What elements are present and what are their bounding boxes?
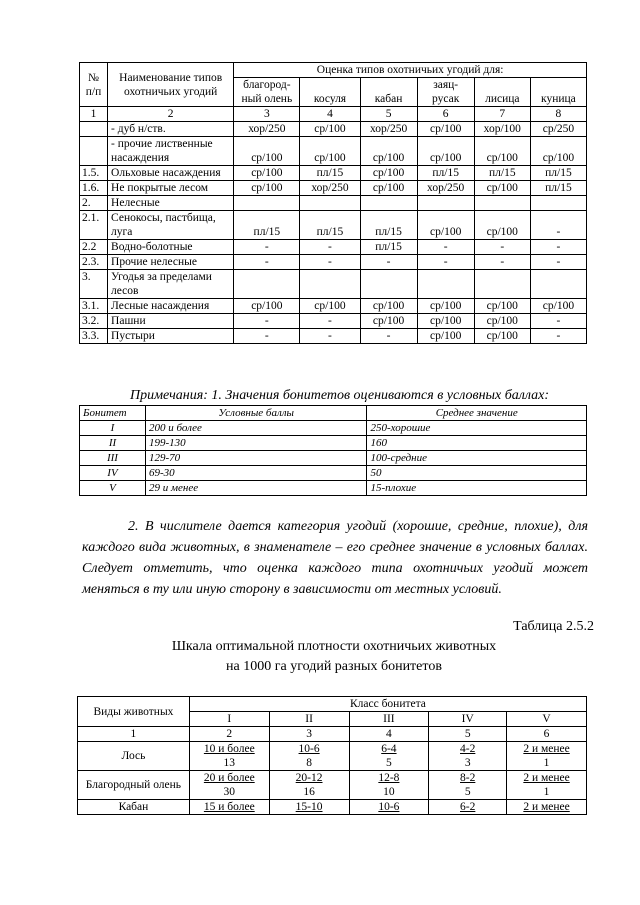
row-number: 2.3. [80, 255, 108, 270]
density-table [77, 696, 587, 815]
bonitet-header-2: Среднее значение [367, 406, 587, 421]
row-name: - дуб н/ств. [108, 122, 234, 137]
row-value: - [417, 255, 474, 270]
row-value [300, 196, 360, 211]
bonitet-score: 29 и менее [145, 481, 367, 496]
density-range [507, 742, 587, 757]
table-label: Таблица 2.5.2 [513, 619, 594, 634]
bonitet-score: 200 и более [145, 421, 367, 436]
density-range [429, 742, 507, 757]
row-value: пл/15 [474, 166, 530, 181]
row-number: 2. [80, 196, 108, 211]
row-value [474, 270, 530, 299]
table-row [80, 166, 587, 181]
row-value: ср/100 [234, 166, 300, 181]
animal-header-0: благород-ный олень [234, 78, 300, 107]
row-value [234, 196, 300, 211]
density-col-number-2: 3 [269, 727, 349, 742]
bonitet-class: III [80, 451, 146, 466]
class-4: V [507, 712, 587, 727]
row-number: 3.3. [80, 329, 108, 344]
bonitet-average: 250-хорошие [367, 421, 587, 436]
row-value: ср/100 [234, 137, 300, 166]
col-number-3: 4 [300, 107, 360, 122]
table-row [80, 240, 587, 255]
bonitet-body [80, 421, 587, 496]
row-value: пл/15 [234, 211, 300, 240]
density-range-text: 4-2 [460, 743, 476, 755]
density-range [269, 771, 349, 786]
table-row [80, 421, 587, 436]
row-value: пл/15 [530, 166, 586, 181]
row-value: ср/100 [300, 137, 360, 166]
bonitet-score: 199-130 [145, 436, 367, 451]
class-2: III [349, 712, 429, 727]
row-value: ср/100 [474, 314, 530, 329]
density-optimal: 16 [269, 785, 349, 800]
hunting-grounds-body [80, 122, 587, 344]
row-number: 3. [80, 270, 108, 299]
table-row [80, 436, 587, 451]
col-number-7: 8 [530, 107, 586, 122]
table-row [80, 314, 587, 329]
row-value: пл/15 [360, 211, 417, 240]
row-value [234, 270, 300, 299]
row-value: ср/100 [474, 299, 530, 314]
row-value: пл/15 [417, 166, 474, 181]
density-optimal: 30 [189, 785, 269, 800]
row-value: хор/250 [417, 181, 474, 196]
row-name: Угодья за пределами лесов [108, 270, 234, 299]
bonitet-table [79, 405, 587, 496]
bonitet-average: 100-средние [367, 451, 587, 466]
class-0: I [189, 712, 269, 727]
bonitet-class: I [80, 421, 146, 436]
table-row [80, 451, 587, 466]
table-row [80, 299, 587, 314]
table-row [80, 255, 587, 270]
row-value: ср/100 [417, 137, 474, 166]
table-row [78, 742, 587, 757]
row-name: Водно-болотные [108, 240, 234, 255]
col-number-1: 2 [108, 107, 234, 122]
density-range [269, 800, 349, 815]
row-value: ср/100 [417, 122, 474, 137]
row-value: пл/15 [300, 166, 360, 181]
note-1: Примечания: 1. Значения бонитетов оцениваются в условных баллах: [130, 388, 550, 403]
row-value [300, 270, 360, 299]
row-value: - [234, 314, 300, 329]
density-range [269, 742, 349, 757]
row-number: 2.2 [80, 240, 108, 255]
row-value: ср/100 [530, 299, 586, 314]
row-value: - [530, 314, 586, 329]
row-value: - [530, 329, 586, 344]
density-body [78, 742, 587, 815]
species-name: Лось [78, 742, 190, 771]
animal-header-4: лисица [474, 78, 530, 107]
row-value: - [530, 240, 586, 255]
row-value [417, 196, 474, 211]
col-header-num: № п/п [80, 63, 108, 107]
bonitet-header-row [80, 406, 587, 421]
density-range-text: 8-2 [460, 772, 476, 784]
row-value: ср/100 [474, 137, 530, 166]
row-name: Лесные насаждения [108, 299, 234, 314]
row-value: ср/100 [417, 314, 474, 329]
density-range-text: 2 и менее [523, 743, 570, 755]
row-value: ср/100 [360, 314, 417, 329]
species-name: Благородный олень [78, 771, 190, 800]
table-row [80, 122, 587, 137]
col-number-0: 1 [80, 107, 108, 122]
row-value: - [300, 240, 360, 255]
bonitet-average: 160 [367, 436, 587, 451]
density-optimal: 5 [349, 756, 429, 771]
row-value: ср/100 [360, 181, 417, 196]
density-range [429, 771, 507, 786]
col-number-5: 6 [417, 107, 474, 122]
density-optimal: 1 [507, 756, 587, 771]
row-name: - прочие лиственные насаждения [108, 137, 234, 166]
density-range [349, 742, 429, 757]
row-value [360, 196, 417, 211]
bonitet-header-1: Условные баллы [145, 406, 367, 421]
class-header: Класс бонитета [189, 697, 586, 712]
row-value: - [474, 255, 530, 270]
bonitet-class: IV [80, 466, 146, 481]
density-col-number-4: 5 [429, 727, 507, 742]
table-title-line-1: Шкала оптимальной плотности охотничьих животных [171, 639, 497, 654]
bonitet-score: 69-30 [145, 466, 367, 481]
note-2-text: 2. В числителе дается категория угодий (хорошие, средние, плохие), для каждого вида животных, в знаменателе – его среднее значение в условных баллах. Следует отметить, что оценка каждого типа охотничьих угодий может меняться в ту или иную сторону в зависимости от местных условий. [82, 519, 588, 597]
row-name: Не покрытые лесом [108, 181, 234, 196]
animal-header-1: косуля [300, 78, 360, 107]
table-title-line-2: на 1000 га угодий разных бонитетов [226, 659, 442, 674]
density-col-number-3: 4 [349, 727, 429, 742]
row-number [80, 137, 108, 166]
density-range-text: 2 и менее [523, 772, 570, 784]
table-row [80, 137, 587, 166]
row-value: ср/100 [417, 329, 474, 344]
density-optimal: 3 [429, 756, 507, 771]
row-value: ср/100 [530, 137, 586, 166]
row-number: 1.5. [80, 166, 108, 181]
row-value: - [300, 314, 360, 329]
density-optimal: 1 [507, 785, 587, 800]
row-value: хор/250 [300, 181, 360, 196]
row-value: ср/100 [234, 181, 300, 196]
row-value: пл/15 [530, 181, 586, 196]
row-value [530, 270, 586, 299]
row-value [417, 270, 474, 299]
row-value: ср/100 [300, 299, 360, 314]
row-value: - [530, 255, 586, 270]
row-value: ср/250 [530, 122, 586, 137]
row-value: - [417, 240, 474, 255]
col-number-2: 3 [234, 107, 300, 122]
row-value: хор/250 [360, 122, 417, 137]
row-number: 3.2. [80, 314, 108, 329]
table-row [80, 481, 587, 496]
animal-header-2: кабан [360, 78, 417, 107]
row-value [360, 270, 417, 299]
row-value: - [234, 255, 300, 270]
row-number: 1.6. [80, 181, 108, 196]
row-value: - [300, 255, 360, 270]
density-column-number-row [78, 727, 587, 742]
density-range-text: 10 и более [203, 743, 255, 755]
bonitet-average: 50 [367, 466, 587, 481]
table-row [80, 329, 587, 344]
species-name: Кабан [78, 800, 190, 815]
row-value: пл/15 [300, 211, 360, 240]
row-value: - [474, 240, 530, 255]
table-row [78, 771, 587, 786]
col-header-name: Наименование типов охотничьих угодий [108, 63, 234, 107]
table-row [80, 211, 587, 240]
row-value: ср/100 [234, 299, 300, 314]
row-value: - [234, 329, 300, 344]
density-optimal: 8 [269, 756, 349, 771]
density-col-number-0: 1 [78, 727, 190, 742]
row-value [474, 196, 530, 211]
row-value: ср/100 [360, 137, 417, 166]
row-value: - [530, 211, 586, 240]
bonitet-score: 129-70 [145, 451, 367, 466]
species-header: Виды животных [78, 697, 190, 727]
density-range [189, 800, 269, 815]
density-optimal: 10 [349, 785, 429, 800]
row-value: - [360, 329, 417, 344]
density-range-text: 2 и менее [523, 801, 570, 813]
density-range [349, 800, 429, 815]
row-value: ср/100 [300, 122, 360, 137]
row-value [530, 196, 586, 211]
row-name: Сенокосы, пастбища, луга [108, 211, 234, 240]
density-col-number-5: 6 [507, 727, 587, 742]
class-1: II [269, 712, 349, 727]
bonitet-class: V [80, 481, 146, 496]
density-range [429, 800, 507, 815]
note-2-paragraph [82, 516, 588, 600]
col-number-4: 5 [360, 107, 417, 122]
row-value: ср/100 [417, 299, 474, 314]
table-title [80, 637, 588, 677]
row-value: ср/100 [474, 329, 530, 344]
table-row [80, 466, 587, 481]
density-range [507, 771, 587, 786]
col-header-group: Оценка типов охотничьих угодий для: [234, 63, 587, 78]
row-value: ср/100 [474, 181, 530, 196]
density-range-text: 15-10 [295, 801, 323, 813]
bonitet-class: II [80, 436, 146, 451]
row-value: пл/15 [360, 240, 417, 255]
density-range-text: 12-8 [378, 772, 400, 784]
bonitet-header-0: Бонитет [80, 406, 146, 421]
density-optimal: 5 [429, 785, 507, 800]
row-value: ср/100 [474, 211, 530, 240]
col-number-6: 7 [474, 107, 530, 122]
animal-header-5: куница [530, 78, 586, 107]
density-range-text: 20-12 [295, 772, 323, 784]
column-number-row [80, 107, 587, 122]
density-range [189, 771, 269, 786]
row-value: ср/100 [360, 166, 417, 181]
table-row [80, 196, 587, 211]
class-3: IV [429, 712, 507, 727]
animal-header-3: заяц-русак [417, 78, 474, 107]
row-name: Прочие нелесные [108, 255, 234, 270]
row-number: 2.1. [80, 211, 108, 240]
row-name: Пашни [108, 314, 234, 329]
row-value: - [300, 329, 360, 344]
density-range-text: 10-6 [298, 743, 320, 755]
table-row [78, 800, 587, 815]
table-row [80, 270, 587, 299]
row-value: хор/100 [474, 122, 530, 137]
hunting-grounds-table [79, 62, 587, 344]
bonitet-average: 15-плохие [367, 481, 587, 496]
row-value: ср/100 [417, 211, 474, 240]
density-range-text: 6-2 [460, 801, 476, 813]
row-number: 3.1. [80, 299, 108, 314]
table-row [80, 181, 587, 196]
density-col-number-1: 2 [189, 727, 269, 742]
density-range-text: 20 и более [203, 772, 255, 784]
density-range [349, 771, 429, 786]
row-name: Ольховые насаждения [108, 166, 234, 181]
row-name: Пустыри [108, 329, 234, 344]
density-range-text: 10-6 [378, 801, 400, 813]
density-range [507, 800, 587, 815]
row-value: хор/250 [234, 122, 300, 137]
row-value: - [234, 240, 300, 255]
row-number [80, 122, 108, 137]
row-value: - [360, 255, 417, 270]
row-value: ср/100 [360, 299, 417, 314]
density-range [189, 742, 269, 757]
row-name: Нелесные [108, 196, 234, 211]
density-range-text: 15 и более [203, 801, 255, 813]
density-optimal: 13 [189, 756, 269, 771]
density-range-text: 6-4 [381, 743, 397, 755]
